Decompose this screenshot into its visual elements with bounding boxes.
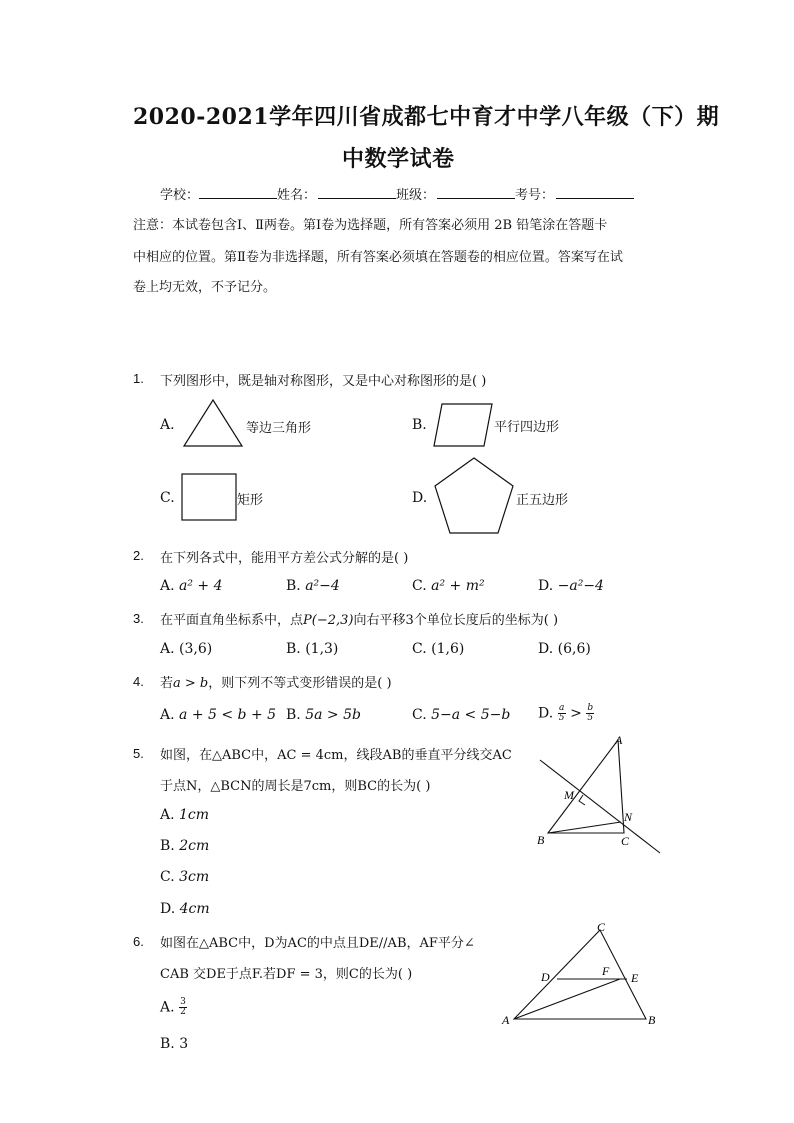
q6-label-b: B — [648, 1013, 656, 1027]
school-label: 学校： — [160, 188, 200, 203]
q6-label-c: C — [597, 920, 606, 934]
name-label: 姓名： — [277, 188, 317, 203]
q3-option-a[interactable]: A. (3,6) — [160, 641, 213, 657]
q2-stem: 在下列各式中，能用平方差公式分解的是( ) — [160, 551, 409, 566]
notice-line3: 卷上均无效，不予记分。 — [133, 280, 277, 295]
regular-pentagon-icon — [432, 456, 516, 536]
equilateral-triangle-icon — [182, 398, 244, 448]
q1-option-b-text: 平行四边形 — [494, 420, 560, 435]
fraction-a-over-5: $\frac{a}{5}$ — [558, 703, 565, 723]
q5-label-c: C — [621, 834, 630, 848]
fraction-3-over-2: $\frac{3}{2}$ — [180, 997, 186, 1017]
q5-option-c[interactable]: C. 3cm — [160, 869, 210, 885]
school-blank[interactable] — [199, 184, 277, 199]
q5-stem-line2: 于点N，△BCN的周长是7cm，则BC的长为( ) — [160, 779, 431, 794]
q1-option-c-label[interactable]: C. — [160, 490, 175, 506]
q4-option-d[interactable]: D. $\frac{a}{5}$ > $\frac{b}{5}$ — [538, 703, 594, 723]
notice-line1: 注意：本试卷包含Ⅰ、Ⅱ两卷。第Ⅰ卷为选择题，所有答案必须用 2B 铅笔涂在答题卡 — [133, 218, 608, 233]
q1-option-a-label[interactable]: A. — [160, 417, 175, 433]
q5-number: 5. — [133, 746, 144, 761]
q5-label-n: N — [624, 810, 633, 824]
q6-triangle-figure — [500, 918, 665, 1030]
notice-line2: 中相应的位置。第Ⅱ卷为非选择题，所有答案必须填在答题卷的相应位置。答案写在试 — [133, 250, 623, 265]
q5-triangle-figure — [535, 733, 665, 863]
q1-option-a-text: 等边三角形 — [246, 421, 312, 436]
q4-option-c[interactable]: C. 5−a < 5−b — [412, 707, 511, 723]
q5-option-b[interactable]: B. 2cm — [160, 838, 210, 854]
page-title-line2: 中数学试卷 — [342, 146, 455, 172]
q6-stem-line1: 如图在△ABC中，D为AC的中点且DE//AB，AF平分∠ — [160, 936, 475, 951]
q3-stem: 在平面直角坐标系中，点P(−2,3)向右平移3个单位长度后的坐标为( ) — [160, 613, 559, 628]
page-title-line1: 2020-2021学年四川省成都七中育才中学八年级（下）期 — [133, 104, 720, 130]
q6-option-a[interactable]: A. $\frac{3}{2}$ — [160, 997, 186, 1017]
q5-label-m: M — [564, 788, 574, 802]
q4-option-b[interactable]: B. 5a > 5b — [286, 707, 361, 723]
q6-label-a: A — [502, 1013, 510, 1027]
info-fields — [160, 184, 634, 203]
q3-option-d[interactable]: D. (6,6) — [538, 641, 591, 657]
q5-label-b: B — [537, 833, 545, 847]
class-label: 班级： — [396, 188, 436, 203]
q1-option-c-text: 矩形 — [237, 493, 264, 508]
q5-option-a[interactable]: A. 1cm — [160, 807, 210, 823]
parallelogram-icon — [432, 402, 494, 448]
q3-option-b[interactable]: B. (1,3) — [286, 641, 339, 657]
q5-option-d[interactable]: D. 4cm — [160, 901, 210, 917]
q6-stem-line2: CAB 交DE于点F.若DF = 3，则C的长为( ) — [160, 967, 413, 982]
q2-option-c[interactable]: C. a² + m² — [412, 578, 485, 594]
q1-option-b-label[interactable]: B. — [412, 417, 427, 433]
q6-label-e: E — [631, 971, 639, 985]
rectangle-icon — [180, 472, 238, 522]
q3-number: 3. — [133, 611, 144, 626]
q6-label-f: F — [602, 964, 610, 978]
q4-option-a[interactable]: A. a + 5 < b + 5 — [160, 707, 277, 723]
exam-number-label: 考号： — [515, 188, 555, 203]
class-blank[interactable] — [437, 184, 515, 199]
q5-stem-line1: 如图，在△ABC中，AC = 4cm，线段AB的垂直平分线交AC — [160, 748, 512, 763]
q2-number: 2. — [133, 548, 144, 563]
q2-option-d[interactable]: D. −a²−4 — [538, 578, 604, 594]
fraction-b-over-5: $\frac{b}{5}$ — [587, 703, 594, 723]
q2-option-a[interactable]: A. a² + 4 — [160, 578, 223, 594]
q1-option-d-label[interactable]: D. — [412, 490, 428, 506]
q4-stem: 若a > b，则下列不等式变形错误的是( ) — [160, 676, 392, 691]
q3-option-c[interactable]: C. (1,6) — [412, 641, 465, 657]
q1-option-d-text: 正五边形 — [516, 493, 569, 508]
q4-number: 4. — [133, 674, 144, 689]
q2-option-b[interactable]: B. a²−4 — [286, 578, 340, 594]
exam-number-blank[interactable] — [556, 184, 634, 199]
q5-label-a: A — [615, 733, 623, 747]
q6-option-b[interactable]: B. 3 — [160, 1036, 189, 1052]
q1-stem: 下列图形中，既是轴对称图形，又是中心对称图形的是( ) — [160, 374, 487, 389]
name-blank[interactable] — [318, 184, 396, 199]
q6-number: 6. — [133, 934, 144, 949]
q6-label-d: D — [541, 970, 550, 984]
q1-number: 1. — [133, 371, 144, 386]
